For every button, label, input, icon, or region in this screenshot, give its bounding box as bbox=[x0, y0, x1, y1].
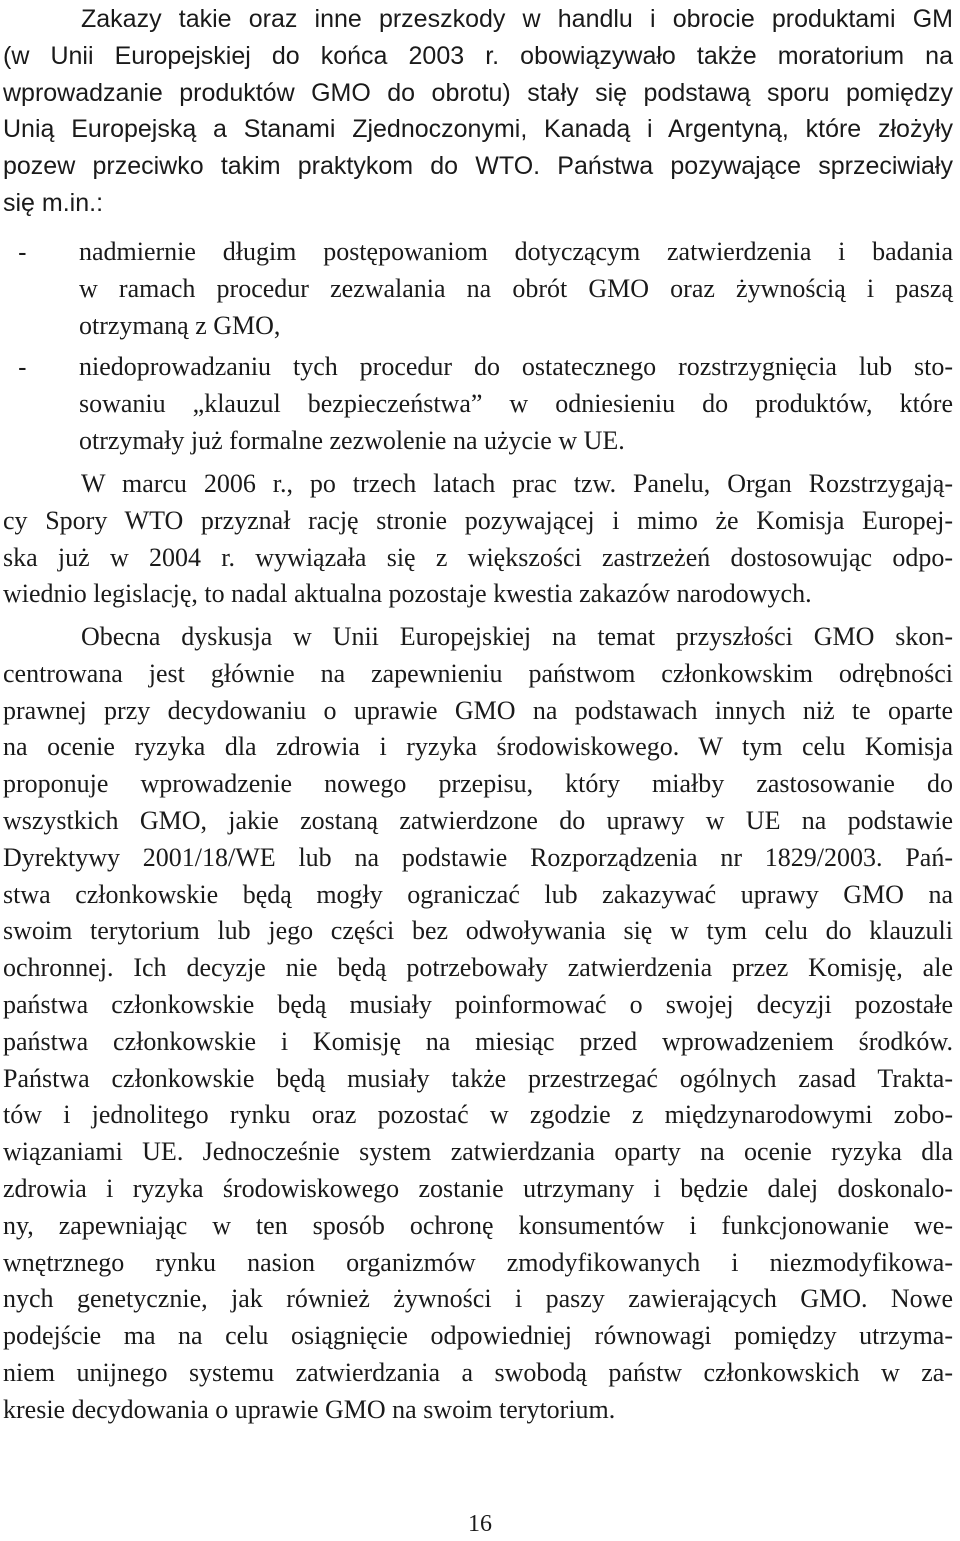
text-line: ska już w 2004 r. wywiązała się z większości zastrzeżeń dostosowując odpo- bbox=[3, 542, 953, 572]
page-number: 16 bbox=[468, 1511, 492, 1537]
text-line: nych genetycznie, jak również żywności i paszy zawierających GMO. Nowe bbox=[3, 1284, 953, 1314]
text-line: nadmiernie długim postępowaniom dotyczącym zatwierdzenia i badania bbox=[79, 237, 953, 266]
text-line: wiednio legislację, to nadal aktualna pozostaje kwestia zakazów narodowych. bbox=[3, 579, 812, 609]
text-line: niem unijnego systemu zatwierdzania a swobodą państw członkowskich w za- bbox=[3, 1357, 953, 1387]
text-line: ochronnej. Ich decyzje nie będą potrzebowały zatwierdzenia przez Komisję, ale bbox=[3, 953, 953, 983]
text-line: otrzymały już formalne zezwolenie na użycie w UE. bbox=[79, 425, 625, 455]
text-line: państwa członkowskie będą musiały poinformować o swojej decyzji pozostałe bbox=[3, 989, 953, 1019]
text-line: w ramach procedur zezwalania na obrót GMO oraz żywnością i paszą bbox=[79, 273, 953, 303]
text-line: Państwa członkowskie będą musiały także przestrzegać ogólnych zasad Trakta- bbox=[3, 1063, 953, 1093]
text-line: tów i jednolitego rynku oraz pozostać w zgodzie z międzynarodowymi zobo- bbox=[3, 1100, 953, 1130]
text-line: Zakazy takie oraz inne przeszkody w handlu i obrocie produktami GM bbox=[81, 5, 953, 33]
text-line: pozew przeciwko takim praktykom do WTO. Państwa pozywające sprzeciwiały bbox=[3, 152, 953, 181]
text-line: się m.in.: bbox=[3, 188, 104, 217]
paragraph-1 bbox=[3, 1, 953, 222]
text-line: swoim terytorium lub jego części bez odwoływania się w tym celu do klauzuli bbox=[3, 916, 953, 946]
text-line: zdrowia i ryzyka środowiskowego zostanie utrzymany i będzie dalej doskonalo- bbox=[3, 1173, 953, 1203]
text-line: otrzymaną z GMO, bbox=[79, 310, 281, 340]
text-line: Unią Europejską a Stanami Zjednoczonymi, Kanadą i Argentyną, które złożyły bbox=[3, 115, 953, 144]
text-line: (w Unii Europejskiej do końca 2003 r. obowiązywało także moratorium na bbox=[3, 41, 953, 70]
text-line: wiązaniami UE. Jednocześnie system zatwierdzania oparty na ocenie ryzyka dla bbox=[3, 1137, 953, 1167]
text-line: ny, zapewniając w ten sposób ochronę konsumentów i funkcjonowanie we- bbox=[3, 1210, 953, 1240]
text-line: na ocenie ryzyka dla zdrowia i ryzyka środowiskowego. W tym celu Komisja bbox=[3, 732, 953, 762]
text-line: niedoprowadzaniu tych procedur do ostatecznego rozstrzygnięcia lub sto- bbox=[79, 352, 953, 381]
text-line: Dyrektywy 2001/18/WE lub na podstawie Rozporządzenia nr 1829/2003. Pań- bbox=[3, 842, 953, 872]
text-line: wszystkich GMO, jakie zostaną zatwierdzone do uprawy w UE na podstawie bbox=[3, 805, 953, 835]
paragraph-3 bbox=[3, 619, 953, 1429]
bullet-text bbox=[79, 234, 953, 344]
text-line: wnętrznego rynku nasion organizmów zmodyfikowanych i niezmodyfikowa- bbox=[3, 1247, 953, 1277]
text-line: centrowana jest głównie na zapewnieniu państwom członkowskim odrębności bbox=[3, 658, 953, 688]
text-line: prawnej przy decydowaniu o uprawie GMO na podstawach innych niż te oparte bbox=[3, 695, 953, 725]
text-line: wprowadzanie produktów GMO do obrotu) stały się podstawą sporu pomiędzy bbox=[3, 78, 953, 107]
bullet-text bbox=[79, 349, 953, 459]
text-line: stwa członkowskie będą mogły ograniczać lub zakazywać uprawy GMO na bbox=[3, 879, 953, 909]
text-line: W marcu 2006 r., po trzech latach prac tzw. Panelu, Organ Rozstrzygają- bbox=[81, 469, 953, 498]
text-line: Obecna dyskusja w Unii Europejskiej na temat przyszłości GMO skon- bbox=[81, 622, 953, 651]
text-line: sowaniu „klauzul bezpieczeństwa” w odniesieniu do produktów, które bbox=[79, 388, 953, 418]
text-line: proponuje wprowadzenie nowego przepisu, który miałby zastosowanie do bbox=[3, 769, 953, 799]
bullet-dash: - bbox=[18, 237, 27, 267]
text-line: podejście ma na celu osiągnięcie odpowiedniej równowagi pomiędzy utrzyma- bbox=[3, 1321, 953, 1351]
paragraph-2 bbox=[3, 466, 953, 613]
bullet-dash: - bbox=[18, 352, 27, 382]
text-line: państwa członkowskie i Komisję na miesiąc przed wprowadzeniem środków. bbox=[3, 1026, 953, 1056]
text-line: cy Spory WTO przyznał rację stronie pozywającej i mimo że Komisja Europej- bbox=[3, 505, 953, 535]
text-line: kresie decydowania o uprawie GMO na swoim terytorium. bbox=[3, 1394, 616, 1424]
